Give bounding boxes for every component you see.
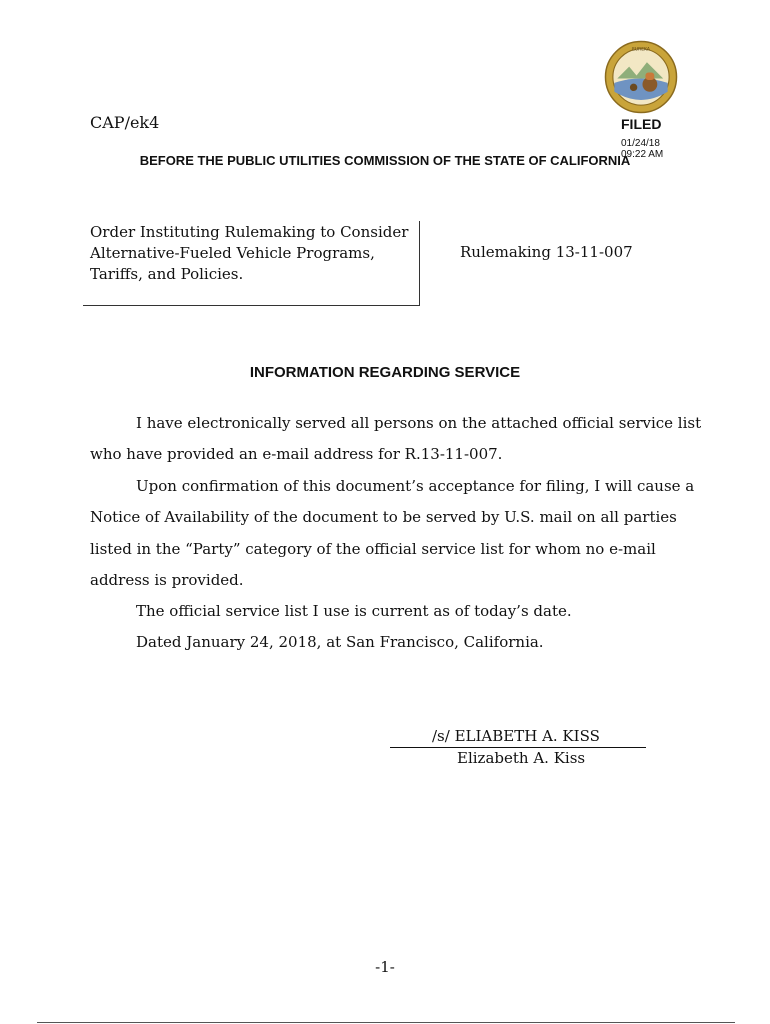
document-title: INFORMATION REGARDING SERVICE	[249, 364, 521, 381]
filed-stamp-date: 01/24/18	[621, 138, 660, 149]
body-line: I have electronically served all persons on the attached official service list	[136, 414, 702, 432]
body-line: Upon confirmation of this document’s acceptance for filing, I will cause a	[136, 477, 695, 495]
signatory-name: Elizabeth A. Kiss	[457, 749, 586, 767]
filed-stamp-label: FILED	[621, 116, 662, 132]
document-id: CAP/ek4	[90, 113, 160, 132]
filed-stamp-time: 09:22 AM	[621, 149, 664, 160]
caption-line: Tariffs, and Policies.	[90, 265, 244, 283]
commission-seal-logo	[604, 40, 678, 114]
page-number: -1-	[375, 958, 395, 976]
signature-line	[390, 747, 646, 748]
body-line: address is provided.	[90, 571, 244, 589]
body-line: Notice of Availability of the document to be served by U.S. mail on all parties	[90, 508, 677, 526]
caption-line: Alternative-Fueled Vehicle Programs,	[90, 244, 375, 262]
signature-conformed: /s/ ELIABETH A. KISS	[432, 727, 600, 745]
body-line: The official service list I use is current as of today’s date.	[136, 602, 572, 620]
body-line: who have provided an e-mail address for R.13-11-007.	[90, 445, 503, 463]
svg-text:EUREKA: EUREKA	[632, 47, 650, 53]
docket-number: Rulemaking 13-11-007	[460, 243, 633, 261]
court-heading: BEFORE THE PUBLIC UTILITIES COMMISSION OF THE STATE OF CALIFORNIA	[139, 153, 631, 168]
bottom-rule	[37, 1022, 735, 1023]
caption-line: Order Instituting Rulemaking to Consider	[90, 223, 409, 241]
body-line: Dated January 24, 2018, at San Francisco, California.	[136, 633, 544, 651]
body-line: listed in the “Party” category of the official service list for whom no e-mail	[90, 540, 656, 558]
